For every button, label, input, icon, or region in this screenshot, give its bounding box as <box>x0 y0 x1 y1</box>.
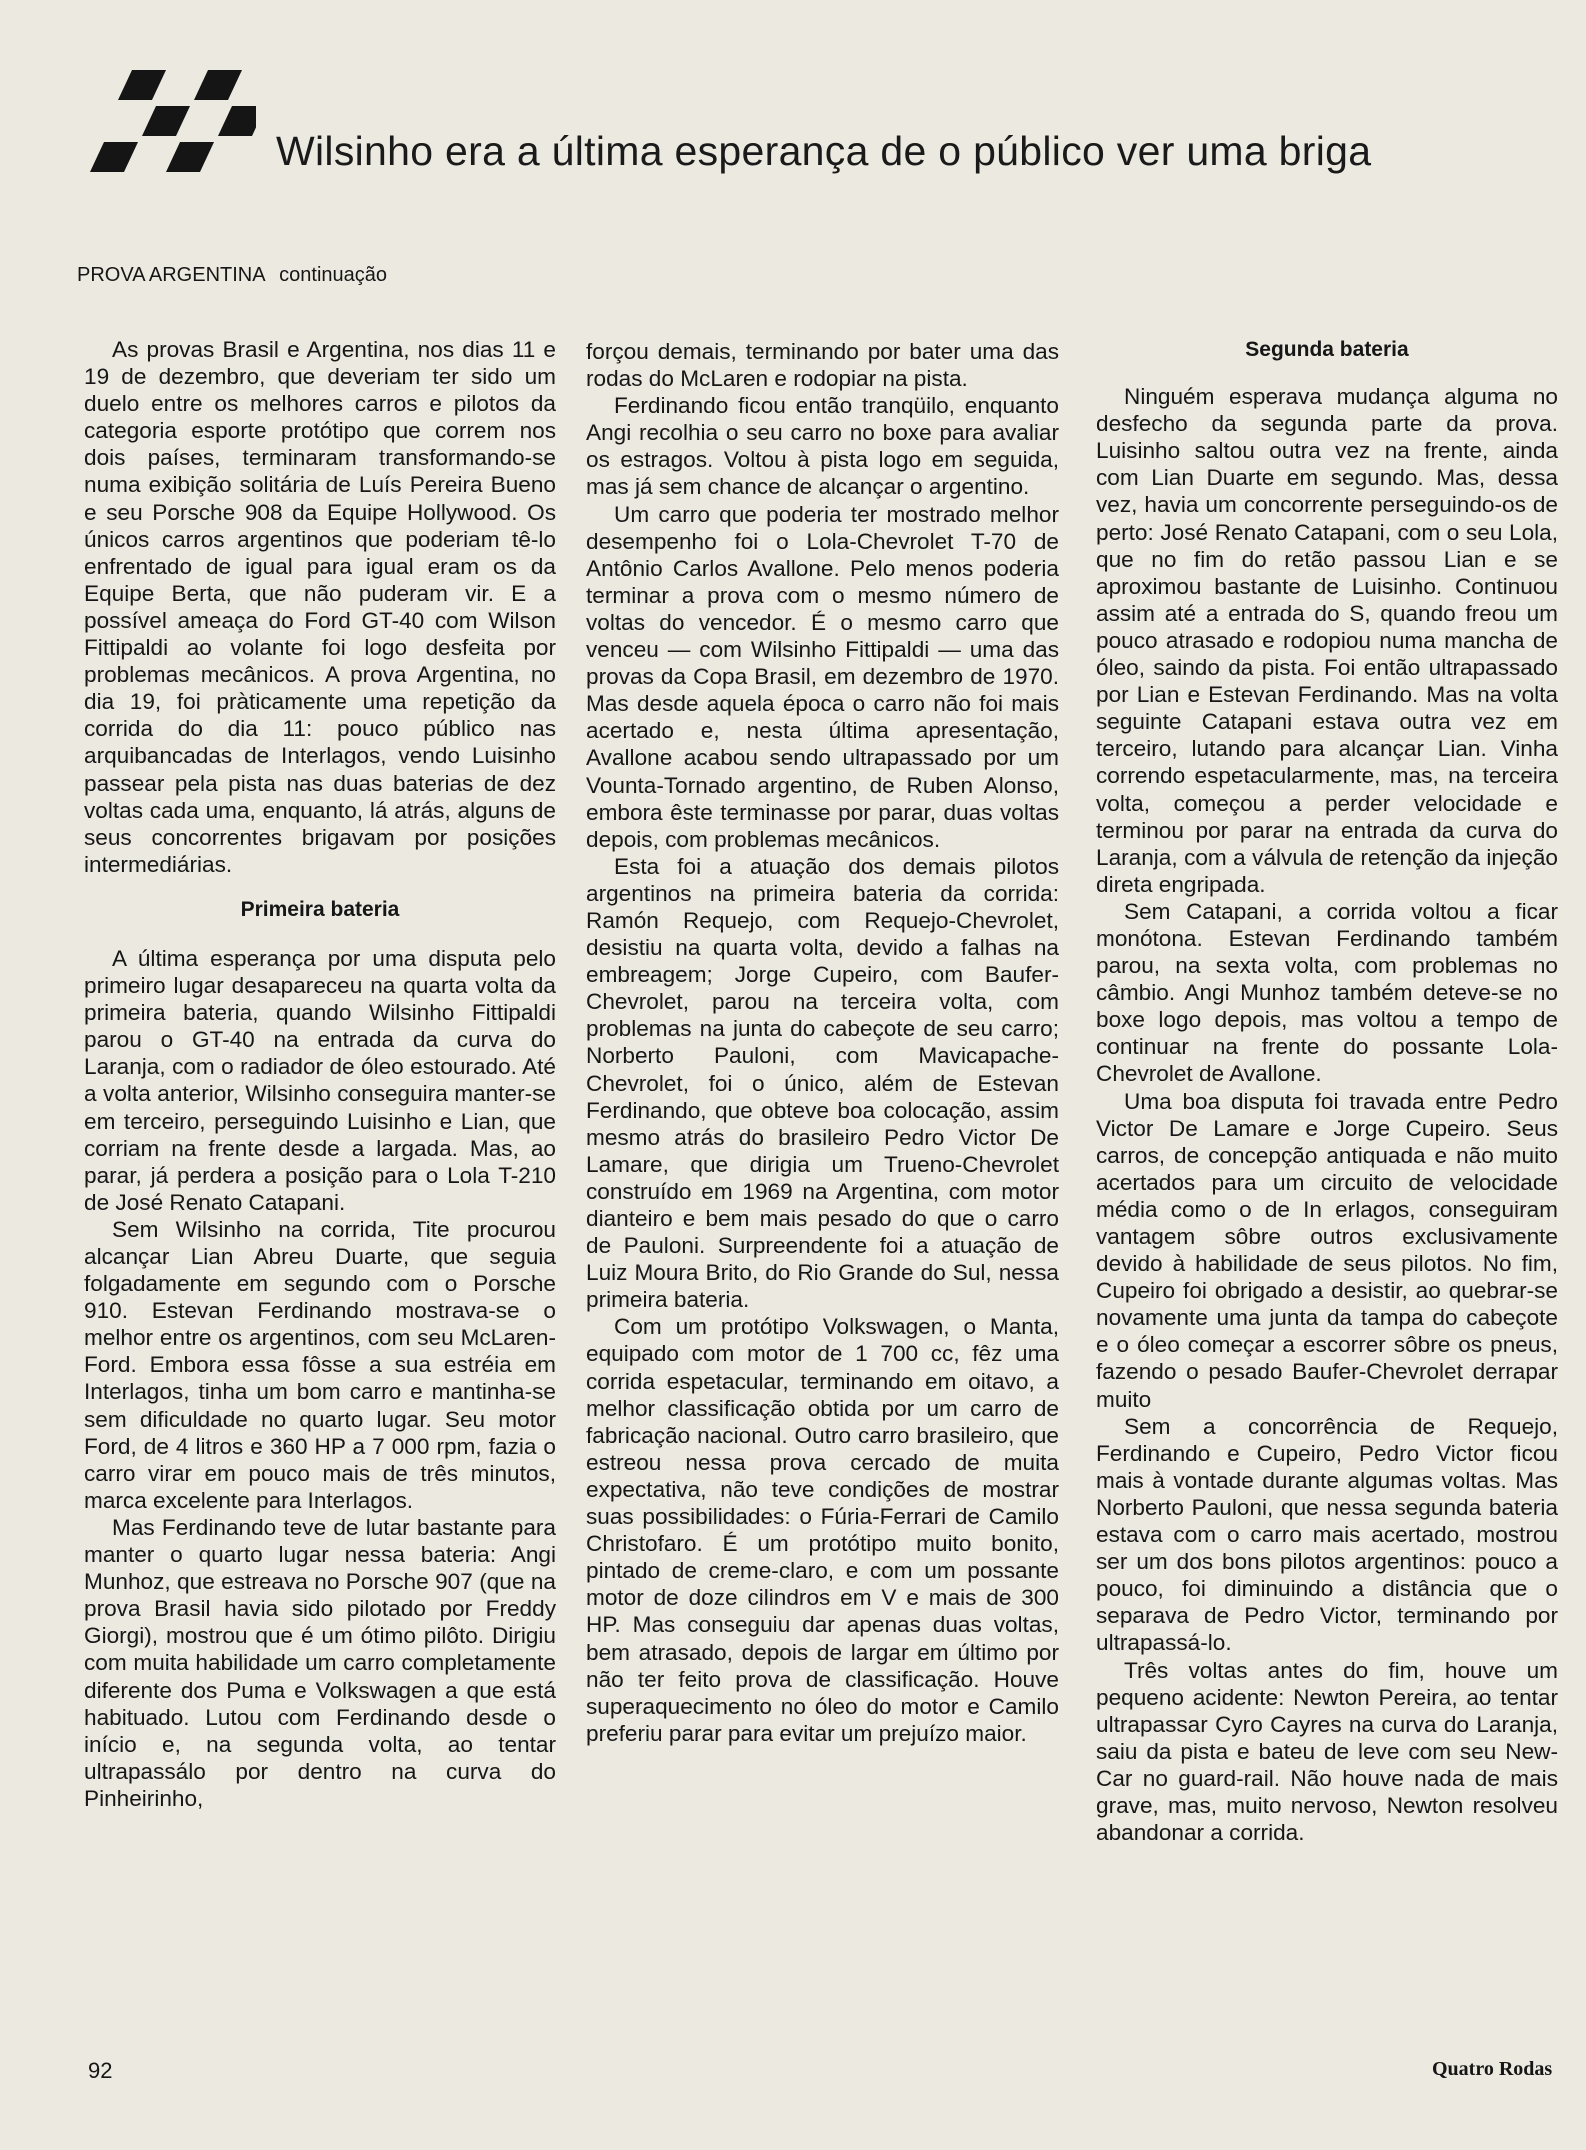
body-paragraph: Um carro que poderia ter mostrado melhor desempenho foi o Lola-Chevrolet T-70 de Antônio Carlos Avallone. Pelo menos poderia terminar a prova com o mesmo número de voltas do vencedor. É o mesmo carro que venceu — com Wilsinho Fittipaldi — uma das provas da Copa Brasil, em dezembro de 1970. Mas desde aquela época o carro não foi mais acertado e, nesta última apresentação, Avallone acabou sendo ultrapassado por um Vounta-Tornado argentino, de Ruben Alonso, embora êste terminasse por parar, duas voltas depois, com problemas mecânicos. <box>586 501 1059 852</box>
article-column-1 <box>84 336 556 1812</box>
checkered-flag-icon <box>78 62 256 174</box>
flag-square <box>90 142 138 172</box>
body-paragraph: Sem Wilsinho na corrida, Tite procurou alcançar Lian Abreu Duarte, que seguia folgadamente em segundo com o Porsche 910. Estevan Ferdinando mostrava-se o melhor entre os argentinos, com seu McLaren-Ford. Embora essa fôsse a sua estréia em Interlagos, tinha um bom carro e mantinha-se sem dificuldade no quarto lugar. Seu motor Ford, de 4 litros e 360 HP a 7 000 rpm, fazia o carro virar em pouco mais de três minutos, marca excelente para Interlagos. <box>84 1216 556 1513</box>
flag-square <box>166 142 214 172</box>
flag-square <box>194 70 242 100</box>
body-paragraph: Três voltas antes do fim, houve um pequeno acidente: Newton Pereira, ao tentar ultrapassar Cyro Cayres na curva do Laranja, saiu da pista e bateu de leve com seu New-Car no guard-rail. Não houve nada de mais grave, mas, muito nervoso, Newton resolveu abandonar a corrida. <box>1096 1657 1558 1846</box>
body-paragraph: Esta foi a atuação dos demais pilotos argentinos na primeira bateria da corrida: Ramón Requejo, com Requejo-Chevrolet, desistiu na quarta volta, devido a falhas na embreagem; Jorge Cupeiro, com Baufer-Chevrolet, parou na terceira volta, com problemas na junta do cabeçote de seu carro; Norberto Pauloni, com Mavicapache-Chevrolet, foi o único, além de Estevan Ferdinando, que obteve boa colocação, assim mesmo atrás do brasileiro Pedro Victor De Lamare, que dirigia um Trueno-Chevrolet construído em 1969 na Argentina, com motor dianteiro e bem mais pesado do que o carro de Pauloni. Surpreendente foi a atuação de Luiz Moura Brito, do Rio Grande do Sul, nessa primeira bateria. <box>586 853 1059 1313</box>
flag-square <box>118 70 166 100</box>
flag-square <box>142 106 190 136</box>
body-paragraph: Ferdinando ficou então tranqüilo, enquanto Angi recolhia o seu carro no boxe para avaliar os estragos. Voltou à pista logo em seguida, mas já sem chance de alcançar o argentino. <box>586 393 1059 500</box>
section-subheading: Segunda bateria <box>1245 338 1409 361</box>
section-subheading: Primeira bateria <box>240 897 400 921</box>
kicker-section: PROVA ARGENTINA <box>77 264 266 286</box>
page-number: 92 <box>88 2058 113 2083</box>
article-column-3 <box>1096 336 1558 1846</box>
body-paragraph: A última esperança por uma disputa pelo primeiro lugar desapareceu na quarta volta da primeira bateria, quando Wilsinho Fittipaldi parou o GT-40 na entrada da curva do Laranja, com o radiador de óleo estourado. Até a volta anterior, Wilsinho conseguira manter-se em terceiro, perseguindo Luisinho e Lian, que corriam na frente desde a largada. Mas, ao parar, já perdera a posição para o Lola T-210 de José Renato Catapani. <box>84 945 556 1215</box>
body-paragraph: Com um protótipo Volkswagen, o Manta, equipado com motor de 1 700 cc, fêz uma corrida espetacular, terminando em oitavo, a melhor classificação obtida por um carro de fabricação nacional. Outro carro brasileiro, que estreou nessa prova cercado de muita expectativa, não teve condições de mostrar suas possibilidades: o Fúria-Ferrari de Camilo Christofaro. É um protótipo muito bonito, pintado de creme-claro, e com um possante motor de doze cilindros em V e mais de 300 HP. Mas conseguiu dar apenas duas voltas, bem atrasado, depois de largar em último por não ter feito prova de classificação. Houve superaquecimento no óleo do motor e Camilo preferiu parar para evitar um prejuízo maior. <box>586 1314 1059 1746</box>
section-kicker <box>77 264 387 287</box>
flag-square <box>218 106 256 136</box>
body-paragraph: Mas Ferdinando teve de lutar bastante para manter o quarto lugar nessa bateria: Angi Munhoz, que estreava no Porsche 907 (que na prova Brasil havia sido pilotado por Freddy Giorgi), mostrou que é um ótimo pilôto. Dirigiu com muita habilidade um carro completamente diferente dos Puma e Volkswagen a que está habituado. Lutou com Ferdinando desde o início e, na segunda volta, ao tentar ultrapassálo por dentro na curva do Pinheirinho, <box>84 1514 556 1811</box>
kicker-continuation: continuação <box>279 264 388 286</box>
body-paragraph: Sem a concorrência de Requejo, Ferdinando e Cupeiro, Pedro Victor ficou mais à vontade durante algumas voltas. Mas Norberto Pauloni, que nessa segunda bateria estava com o carro mais acertado, mostrou ser um dos bons pilotos argentinos: pouco a pouco, foi diminuindo a distância que o separava de Pedro Victor, terminando por ultrapassá-lo. <box>1096 1413 1558 1656</box>
headline: Wilsinho era a última esperança de o público ver uma briga <box>276 128 1372 174</box>
body-paragraph: forçou demais, terminando por bater uma das rodas do McLaren e rodopiar na pista. <box>586 339 1059 392</box>
body-paragraph: Ninguém esperava mudança alguma no desfecho da segunda parte da prova. Luisinho saltou outra vez na frente, ainda com Lian Duarte em segundo. Mas, dessa vez, havia um concorrente perseguindo-os de perto: José Renato Catapani, com o seu Lola, que no fim do retão passou Lian e se aproximou bastante de Luisinho. Continuou assim até a entrada do S, quando freou um pouco atrasado e rodopiou numa mancha de óleo, saindo da pista. Foi então ultrapassado por Lian e Estevan Ferdinando. Mas na volta seguinte Catapani estava outra vez em terceiro, lutando para alcançar Lian. Vinha correndo espetacularmente, mas, na terceira volta, começou a perder velocidade e terminou por parar na entrada da curva do Laranja, com a válvula de retenção da injeção direta engripada. <box>1096 384 1558 897</box>
body-paragraph: Uma boa disputa foi travada entre Pedro Victor De Lamare e Jorge Cupeiro. Seus carros, de concepção antiquada e não muito acertados para um circuito de velocidade média como o de In erlagos, conseguiram vantagem sôbre outros exclusivamente devido à habilidade de seus pilotos. No fim, Cupeiro foi obrigado a desistir, ao quebrar-se novamente uma junta da tampa do cabeçote e o óleo começar a escorrer sôbre os pneus, fazendo o pesado Baufer-Chevrolet derrapar muito <box>1096 1088 1558 1412</box>
magazine-name: Quatro Rodas <box>1432 2058 1553 2080</box>
body-paragraph: Sem Catapani, a corrida voltou a ficar monótona. Estevan Ferdinando também parou, na sexta volta, com problemas no câmbio. Angi Munhoz também deteve-se no boxe logo depois, mas voltou a tempo de continuar na frente do possante Lola-Chevrolet de Avallone. <box>1096 898 1558 1087</box>
article-column-2 <box>586 338 1059 1747</box>
body-paragraph: As provas Brasil e Argentina, nos dias 11 e 19 de dezembro, que deveriam ter sido um duelo entre os melhores carros e pilotos da categoria esporte protótipo que correm nos dois países, terminaram transformando-se numa exibição solitária de Luís Pereira Bueno e seu Porsche 908 da Equipe Hollywood. Os únicos carros argentinos que poderiam tê-lo enfrentado de igual para igual eram os da Equipe Berta, que não puderam vir. E a possível ameaça do Ford GT-40 com Wilson Fittipaldi ao volante foi logo desfeita por problemas mecânicos. A prova Argentina, no dia 19, foi pràticamente uma repetição da corrida do dia 11: pouco público nas arquibancadas de Interlagos, vendo Luisinho passear pela pista nas duas baterias de dez voltas cada uma, enquanto, lá atrás, alguns de seus concorrentes brigavam por posições intermediárias. <box>84 337 556 877</box>
